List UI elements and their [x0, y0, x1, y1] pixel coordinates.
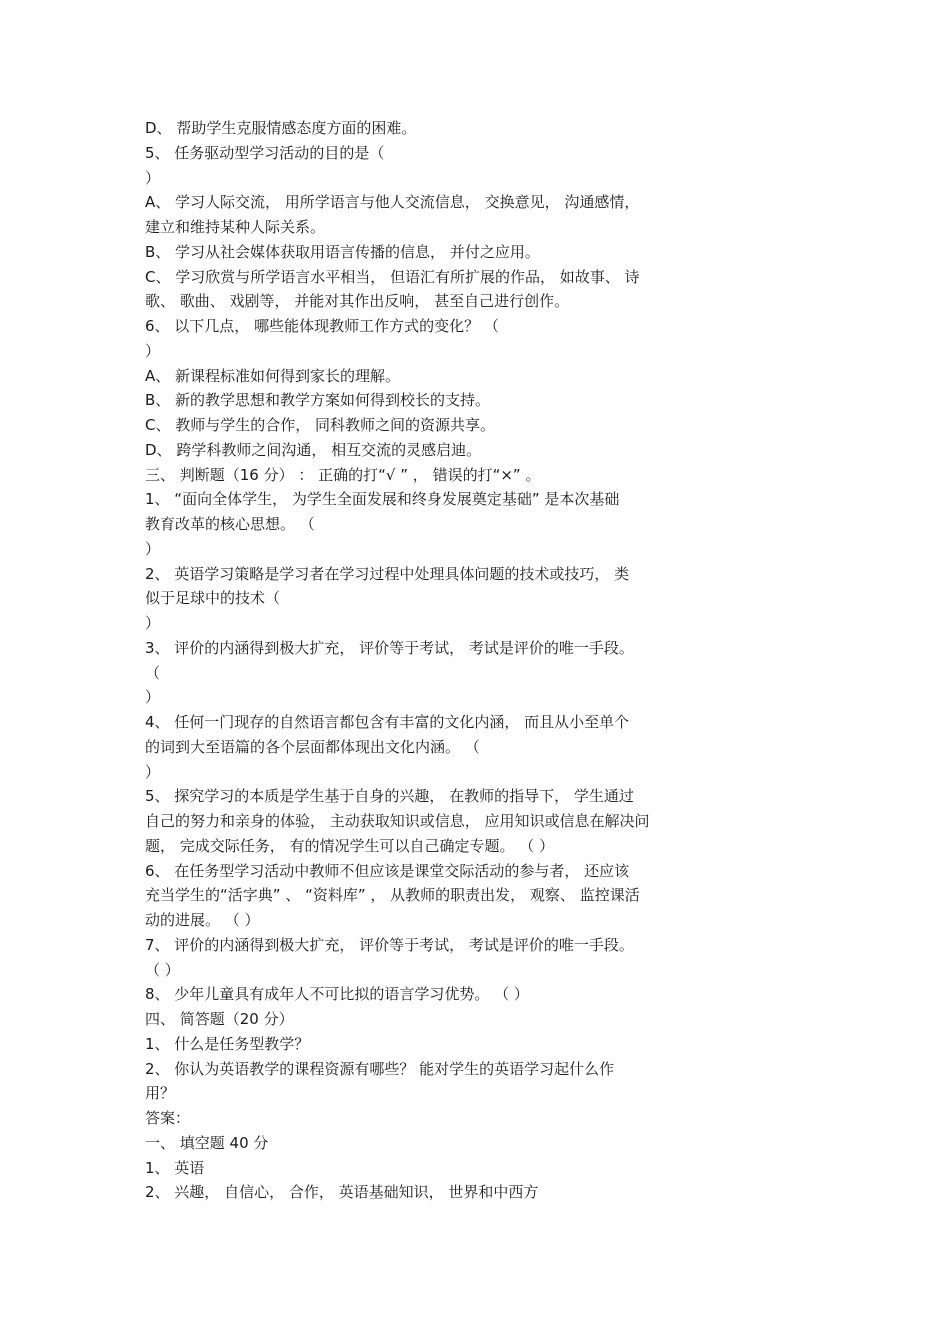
option-d-line: D、 帮助学生克服情感态度方面的困难。	[145, 119, 417, 137]
question-line: 5、 探究学习的本质是学生基于自身的兴趣， 在教师的指导下， 学生通过	[145, 787, 634, 806]
option-a-line: A、 新课程标准如何得到家长的理解。	[145, 366, 401, 385]
continuation-line: 建立和维持某种人际关系。	[145, 218, 326, 236]
answer-line: 1、 英语	[145, 1158, 205, 1177]
question-line: 1、 “面向全体学生， 为学生全面发展和终身发展奠定基础” 是本次基础	[145, 490, 620, 509]
question-line: 6、 在任务型学习活动中教师不但应该是课堂交际活动的参与者， 还应该	[145, 861, 630, 880]
document-page	[145, 116, 785, 1205]
paren-line: ）	[145, 539, 161, 558]
option-d-line: D、 跨学科教师之间沟通， 相互交流的灵感启迪。	[145, 440, 482, 459]
section-heading: 一、 填空题 40 分	[145, 1133, 269, 1152]
continuation-line: 歌、 歌曲、 戏剧等， 并能对其作出反响， 甚至自己进行创作。	[145, 292, 570, 311]
paren-line: （ ）	[145, 960, 180, 979]
question-line: 2、 你认为英语教学的课程资源有哪些？ 能对学生的英语学习起什么作	[145, 1059, 615, 1078]
continuation-line: 似于足球中的技术（	[145, 589, 281, 608]
answer-heading: 答案：	[145, 1109, 191, 1127]
answer-line: 2、 兴趣， 自信心， 合作， 英语基础知识， 世界和中西方	[145, 1183, 539, 1202]
continuation-line: 的词到大至语篇的各个层面都体现出文化内涵。 （	[145, 737, 480, 756]
paren-line: ）	[145, 688, 161, 707]
option-a-line: A、 学习人际交流， 用所学语言与他人交流信息， 交换意见， 沟通感情，	[145, 193, 640, 212]
question-line: 1、 什么是任务型教学？	[145, 1034, 310, 1053]
question-line: 7、 评价的内涵得到极大扩充， 评价等于考试， 考试是评价的唯一手段。	[145, 935, 634, 954]
continuation-line: 动的进展。 （ ）	[145, 911, 260, 929]
paren-line: ）	[145, 614, 161, 632]
question-line: 5、 任务驱动型学习活动的目的是（	[145, 143, 385, 162]
option-c-line: C、 教师与学生的合作， 同科教师之间的资源共享。	[145, 416, 496, 434]
question-line: 8、 少年儿童具有成年人不可比拟的语言学习优势。 （ ）	[145, 985, 529, 1004]
section-heading: 四、 简答题（20 分）	[145, 1010, 294, 1028]
continuation-line: 用？	[145, 1084, 176, 1103]
section-heading: 三、 判断题（16 分） ： 正确的打“√ ” ， 错误的打“×” 。	[145, 465, 541, 484]
paren-line: （	[145, 663, 161, 682]
continuation-line: 题， 完成交际任务， 有的情况学生可以自己确定专题。 （ ）	[145, 836, 555, 855]
option-c-line: C、 学习欣赏与所学语言水平相当， 但语汇有所扩展的作品， 如故事、 诗	[145, 267, 640, 286]
question-line: 3、 评价的内涵得到极大扩充， 评价等于考试， 考试是评价的唯一手段。	[145, 638, 634, 657]
question-line: 6、 以下几点， 哪些能体现教师工作方式的变化？ （	[145, 317, 499, 335]
continuation-line: 自己的努力和亲身的体验， 主动获取知识或信息， 应用知识或信息在解决问	[145, 812, 650, 830]
paren-line: ）	[145, 762, 161, 781]
question-line: 4、 任何一门现存的自然语言都包含有丰富的文化内涵， 而且从小至单个	[145, 713, 630, 731]
paren-line: ）	[145, 168, 161, 187]
continuation-line: 教育改革的核心思想。 （	[145, 515, 315, 533]
option-b-line: B、 学习从社会媒体获取用语言传播的信息， 并付之应用。	[145, 242, 540, 261]
question-line: 2、 英语学习策略是学习者在学习过程中处理具体问题的技术或技巧， 类	[145, 564, 630, 583]
paren-line: ）	[145, 341, 161, 360]
continuation-line: 充当学生的“活字典” 、 “资料库” ， 从教师的职责出发， 观察、 监控课活	[145, 886, 640, 905]
option-b-line: B、 新的教学思想和教学方案如何得到校长的支持。	[145, 391, 491, 410]
